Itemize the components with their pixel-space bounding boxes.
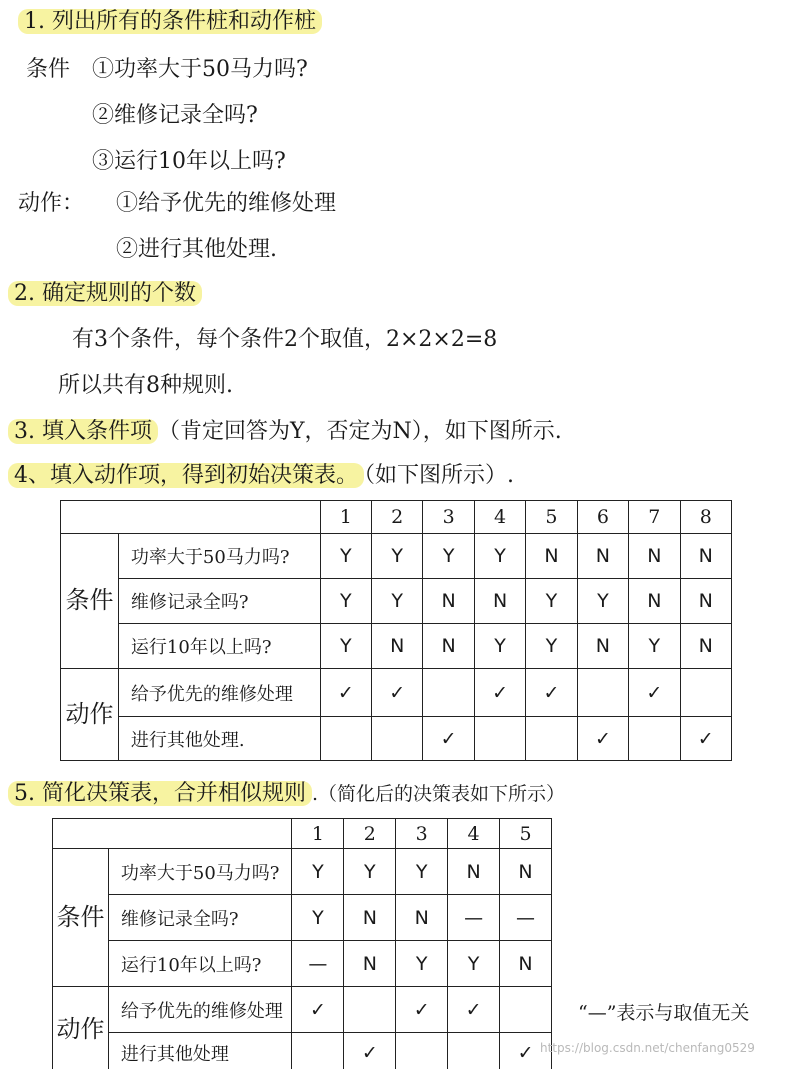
action-group-label: 动作 bbox=[53, 987, 109, 1069]
section3-line bbox=[8, 414, 562, 445]
condition-value: Y bbox=[292, 895, 344, 941]
table-header-row bbox=[61, 501, 732, 534]
action-check bbox=[372, 717, 423, 761]
rule-number: 6 bbox=[577, 501, 628, 534]
rule-number: 8 bbox=[680, 501, 731, 534]
condition-value: Y bbox=[396, 941, 448, 987]
action-label: 给予优先的维修处理 bbox=[118, 669, 320, 717]
condition-value: Y bbox=[396, 849, 448, 895]
action-check: ✓ bbox=[448, 987, 500, 1033]
section4-text: （如下图所示）. bbox=[364, 463, 514, 488]
section3-title: 3. 填入条件项 bbox=[8, 419, 158, 444]
condition-value: N bbox=[474, 579, 525, 624]
condition-value: N bbox=[344, 941, 396, 987]
action-check bbox=[629, 717, 680, 761]
table-header-row bbox=[53, 819, 552, 849]
condition-value: N bbox=[423, 624, 474, 669]
condition-label: 功率大于50马力吗? bbox=[118, 534, 320, 579]
condition-value: Y bbox=[474, 534, 525, 579]
dash-meaning-note: “—”表示与取值无关 bbox=[578, 1002, 750, 1024]
condition-value: Y bbox=[320, 624, 371, 669]
action-group-label: 动作 bbox=[61, 669, 119, 761]
table-row bbox=[61, 534, 732, 579]
table-row bbox=[53, 849, 552, 895]
table-row bbox=[61, 624, 732, 669]
condition-value: Y bbox=[474, 624, 525, 669]
simplified-decision-table bbox=[52, 818, 552, 1069]
table-row bbox=[53, 941, 552, 987]
rule-number: 3 bbox=[396, 819, 448, 849]
rule-number: 2 bbox=[344, 819, 396, 849]
rule-number: 4 bbox=[448, 819, 500, 849]
condition-value: Y bbox=[526, 624, 577, 669]
action-check: ✓ bbox=[526, 669, 577, 717]
condition-label: 运行10年以上吗? bbox=[108, 941, 292, 987]
action-check: ✓ bbox=[372, 669, 423, 717]
action-check: ✓ bbox=[320, 669, 371, 717]
condition-value: N bbox=[372, 624, 423, 669]
action-label: 进行其他处理. bbox=[118, 717, 320, 761]
rule-number: 2 bbox=[372, 501, 423, 534]
section4-title: 4、填入动作项，得到初始决策表。 bbox=[8, 463, 364, 488]
condition-value: N bbox=[577, 534, 628, 579]
section2-text-2: 所以共有8种规则. bbox=[58, 373, 233, 398]
condition-value: Y bbox=[344, 849, 396, 895]
rule-number: 7 bbox=[629, 501, 680, 534]
action-check: ✓ bbox=[629, 669, 680, 717]
section5-title: 5. 简化决策表，合并相似规则 bbox=[8, 781, 312, 806]
condition-item-3: ③运行10年以上吗? bbox=[92, 149, 286, 174]
condition-group-label: 条件 bbox=[61, 534, 119, 669]
action-check bbox=[292, 1033, 344, 1069]
initial-decision-table bbox=[60, 500, 732, 761]
action-label: 给予优先的维修处理 bbox=[108, 987, 292, 1033]
condition-value: Y bbox=[372, 534, 423, 579]
section2-title: 2. 确定规则的个数 bbox=[8, 276, 202, 307]
condition-value: N bbox=[629, 579, 680, 624]
condition-value: N bbox=[500, 849, 552, 895]
condition-value: Y bbox=[292, 849, 344, 895]
rule-number: 1 bbox=[320, 501, 371, 534]
action-check: ✓ bbox=[577, 717, 628, 761]
action-check: ✓ bbox=[292, 987, 344, 1033]
condition-value: N bbox=[423, 579, 474, 624]
action-check bbox=[396, 1033, 448, 1069]
condition-value: — bbox=[448, 895, 500, 941]
condition-value: Y bbox=[448, 941, 500, 987]
rule-number: 4 bbox=[474, 501, 525, 534]
action-item-1: ①给予优先的维修处理 bbox=[116, 191, 337, 216]
action-check: ✓ bbox=[423, 717, 474, 761]
section5-text: .（简化后的决策表如下所示） bbox=[311, 783, 566, 805]
table-row bbox=[61, 717, 732, 761]
action-check bbox=[526, 717, 577, 761]
section1-title: 1. 列出所有的条件桩和动作桩 bbox=[18, 4, 322, 35]
action-check bbox=[577, 669, 628, 717]
table-row bbox=[61, 579, 732, 624]
condition-value: Y bbox=[423, 534, 474, 579]
watermark: https://blog.csdn.net/chenfang0529 bbox=[540, 1041, 755, 1055]
action-check bbox=[474, 717, 525, 761]
action-label: 动作： bbox=[18, 191, 85, 216]
condition-value: N bbox=[448, 849, 500, 895]
action-label: 进行其他处理 bbox=[108, 1033, 292, 1069]
table-row bbox=[61, 669, 732, 717]
condition-value: Y bbox=[629, 624, 680, 669]
action-check bbox=[423, 669, 474, 717]
condition-value: N bbox=[680, 534, 731, 579]
rule-number: 5 bbox=[526, 501, 577, 534]
action-check bbox=[500, 987, 552, 1033]
action-check: ✓ bbox=[344, 1033, 396, 1069]
rule-number: 5 bbox=[500, 819, 552, 849]
action-check bbox=[344, 987, 396, 1033]
table-row bbox=[53, 895, 552, 941]
condition-value: Y bbox=[320, 579, 371, 624]
condition-value: Y bbox=[372, 579, 423, 624]
action-check bbox=[680, 669, 731, 717]
condition-item-1: ①功率大于50马力吗? bbox=[92, 57, 308, 82]
condition-label: 运行10年以上吗? bbox=[118, 624, 320, 669]
section4-line bbox=[8, 458, 514, 489]
action-check: ✓ bbox=[474, 669, 525, 717]
condition-label: 维修记录全吗? bbox=[108, 895, 292, 941]
section2-text-1: 有3个条件，每个条件2个取值，2×2×2=8 bbox=[72, 327, 498, 352]
action-check: ✓ bbox=[396, 987, 448, 1033]
table-corner-cell bbox=[53, 819, 292, 849]
condition-value: N bbox=[526, 534, 577, 579]
table-row bbox=[53, 987, 552, 1033]
condition-value: N bbox=[680, 579, 731, 624]
condition-value: — bbox=[500, 895, 552, 941]
condition-label: 条件 bbox=[26, 57, 71, 82]
action-check: ✓ bbox=[500, 1033, 552, 1069]
condition-value: Y bbox=[320, 534, 371, 579]
section3-text: （肯定回答为Y，否定为N），如下图所示. bbox=[157, 419, 562, 444]
condition-label: 维修记录全吗? bbox=[118, 579, 320, 624]
rule-number: 3 bbox=[423, 501, 474, 534]
condition-value: N bbox=[680, 624, 731, 669]
condition-group-label: 条件 bbox=[53, 849, 109, 987]
condition-item-2: ②维修记录全吗? bbox=[92, 103, 258, 128]
action-check: ✓ bbox=[680, 717, 731, 761]
condition-value: N bbox=[344, 895, 396, 941]
condition-value: N bbox=[396, 895, 448, 941]
action-check bbox=[448, 1033, 500, 1069]
condition-label: 功率大于50马力吗? bbox=[108, 849, 292, 895]
action-item-2: ②进行其他处理. bbox=[116, 237, 277, 262]
condition-value: Y bbox=[577, 579, 628, 624]
table-corner-cell bbox=[61, 501, 321, 534]
rule-number: 1 bbox=[292, 819, 344, 849]
action-check bbox=[320, 717, 371, 761]
condition-value: Y bbox=[526, 579, 577, 624]
condition-value: N bbox=[577, 624, 628, 669]
condition-value: N bbox=[500, 941, 552, 987]
condition-value: — bbox=[292, 941, 344, 987]
section5-line bbox=[8, 776, 565, 807]
condition-value: N bbox=[629, 534, 680, 579]
table-row bbox=[53, 1033, 552, 1069]
